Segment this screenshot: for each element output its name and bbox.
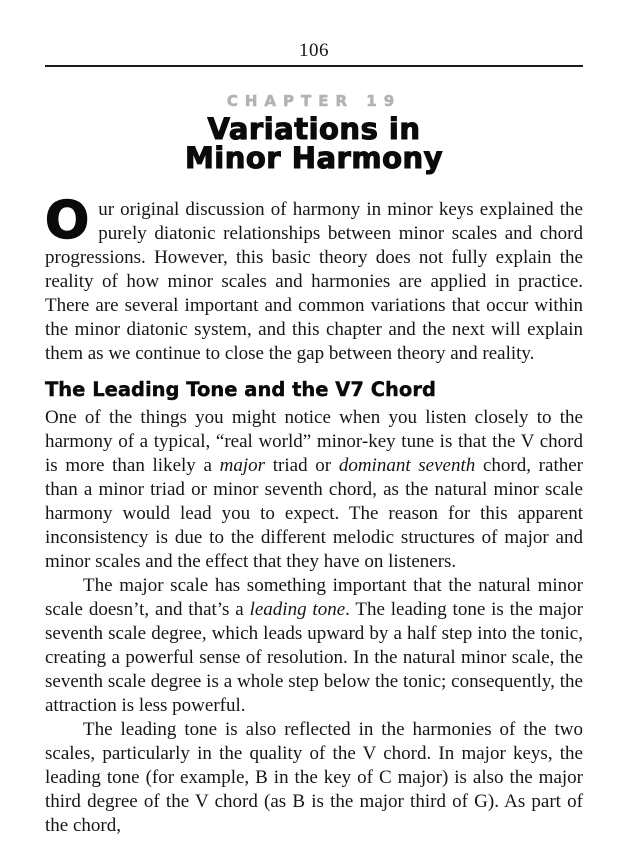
chapter-title	[45, 112, 583, 175]
paragraph	[45, 718, 583, 838]
body-text-run: chord, rather than a minor triad or minor seventh chord, as the natural minor scale harmony would lead you to expect. The reason for this apparent inconsistency is due to the different melodic structures of major and minor scales and the effect that they have on listeners.	[45, 455, 583, 572]
page-body	[45, 191, 584, 838]
emphasized-text: leading tone	[249, 599, 346, 620]
chapter-title-line-2: Minor Harmony	[184, 141, 444, 175]
body-text-run: . The leading tone is the major seventh scale degree, which leads upward by a half step into the tonic, creating a powerful sense of resolution. In the natural minor scale, the seventh scale degree is a whole step below the tonic; consequently, the attraction is less powerful.	[45, 599, 584, 716]
section-heading: The Leading Tone and the V7 Chord	[45, 378, 436, 401]
paragraph	[45, 574, 583, 718]
chapter-label: CHAPTER 19	[226, 92, 402, 110]
page-number: 106	[299, 40, 329, 61]
header-rule	[45, 65, 583, 67]
body-text-run: One of the things you might notice when you listen closely to the harmony of a typical, “real world” minor-key tune is that the V chord is more than likely a	[45, 407, 583, 476]
emphasized-text: major	[219, 455, 266, 476]
paragraph	[45, 191, 583, 366]
paragraph	[45, 406, 583, 574]
body-text-run: The leading tone is also reflected in the harmonies of the two scales, particularly in the quality of the V chord. In major keys, the leading tone (for example, B in the key of C major) is also the major third degree of the V chord (as B is the major third of G). As part of the chord,	[45, 719, 583, 836]
body-text-run: ur original discussion of harmony in minor keys explained the purely diatonic relationships between minor scales and chord progressions. However, this basic theory does not fully explain the reality of how minor scales and harmonies are applied in practice. There are several important and common variations that occur within the minor diatonic system, and this chapter and the next will explain them as we continue to close the gap between theory and reality.	[45, 199, 583, 364]
body-text-run: triad or	[265, 455, 339, 476]
drop-cap: O	[45, 191, 90, 251]
body-text-run: The major scale has something important that the natural minor scale doesn’t, and that’s a	[45, 575, 583, 620]
chapter-title-line-1: Variations in	[207, 112, 421, 146]
emphasized-text: dominant seventh	[338, 455, 476, 476]
